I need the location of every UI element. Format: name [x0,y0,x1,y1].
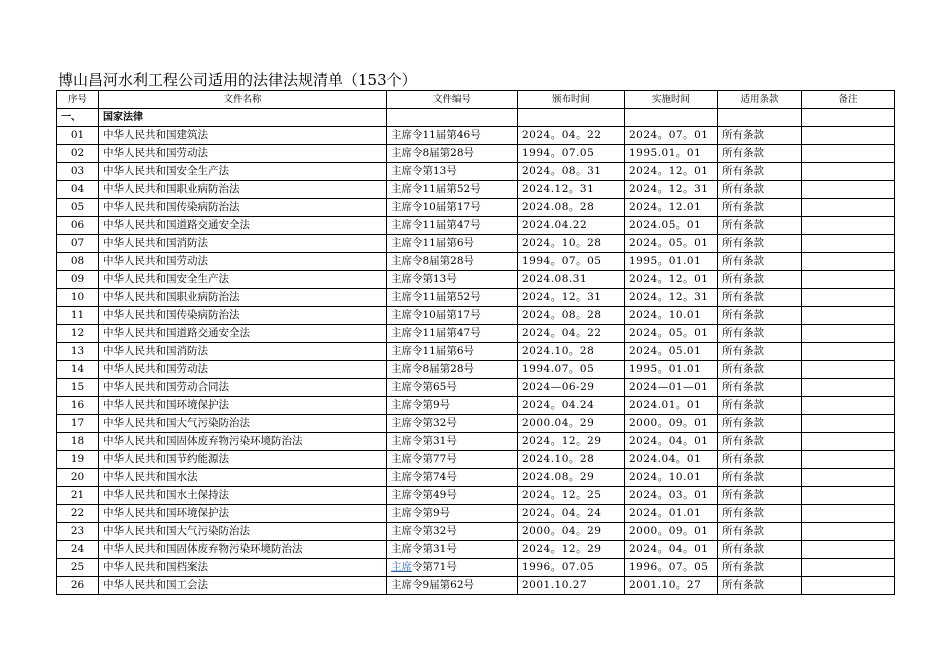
issued-date: 2024。04。24 [518,505,625,523]
document-name: 中华人民共和国大气污染防治法 [99,523,387,541]
row-number: 06 [57,217,99,235]
effective-date: 1995.01。01 [625,145,718,163]
issued-date: 2024。12。29 [518,433,625,451]
effective-date: 2024。12。31 [625,289,718,307]
effective-date: 2024。12。01 [625,271,718,289]
table-row [57,217,895,235]
table-row [57,523,895,541]
header-name: 文件名称 [99,91,387,109]
row-number: 14 [57,361,99,379]
document-code-link[interactable]: 主席 [391,561,412,573]
effective-date: 2024。04。01 [625,541,718,559]
remark [802,487,895,505]
table-row [57,271,895,289]
document-name: 中华人民共和国档案法 [99,559,387,577]
applicable-clause: 所有条款 [718,577,802,595]
issued-date: 2024.12。31 [518,181,625,199]
remark [802,289,895,307]
table-row [57,577,895,595]
row-number: 20 [57,469,99,487]
document-code: 主席令第49号 [387,487,518,505]
document-name: 中华人民共和国环境保护法 [99,505,387,523]
document-code: 主席令第13号 [387,271,518,289]
applicable-clause: 所有条款 [718,181,802,199]
effective-date: 1995。01.01 [625,253,718,271]
effective-date: 2024。05.01 [625,343,718,361]
document-name: 中华人民共和国大气污染防治法 [99,415,387,433]
remark [802,271,895,289]
document-code [387,559,518,577]
remark [802,523,895,541]
document-code: 主席令10届第17号 [387,199,518,217]
document-name: 中华人民共和国道路交通安全法 [99,217,387,235]
applicable-clause: 所有条款 [718,145,802,163]
header-note: 备注 [802,91,895,109]
remark [802,577,895,595]
table-header-row [57,91,895,109]
document-code-rest: 令第71号 [412,561,457,573]
remark [802,235,895,253]
issued-date: 2024.08.31 [518,271,625,289]
section-row [57,109,895,127]
row-number: 03 [57,163,99,181]
document-code: 主席令8届第28号 [387,361,518,379]
applicable-clause: 所有条款 [718,559,802,577]
section-cell [625,109,718,127]
issued-date: 2024。04。22 [518,325,625,343]
issued-date: 2000.04。29 [518,415,625,433]
document-code: 主席令10届第17号 [387,307,518,325]
row-number: 16 [57,397,99,415]
table-row [57,361,895,379]
remark [802,181,895,199]
document-code: 主席令第31号 [387,433,518,451]
applicable-clause: 所有条款 [718,253,802,271]
document-code: 主席令第9号 [387,397,518,415]
row-number: 22 [57,505,99,523]
issued-date: 2024.08。29 [518,469,625,487]
remark [802,559,895,577]
effective-date: 2024。05。01 [625,235,718,253]
table-row [57,379,895,397]
remark [802,505,895,523]
applicable-clause: 所有条款 [718,325,802,343]
issued-date: 2024—06-29 [518,379,625,397]
table-row [57,163,895,181]
document-name: 中华人民共和国固体废弃物污染环境防治法 [99,541,387,559]
table-row [57,145,895,163]
table-row [57,415,895,433]
applicable-clause: 所有条款 [718,397,802,415]
table-row [57,433,895,451]
applicable-clause: 所有条款 [718,289,802,307]
effective-date: 2000。09。01 [625,415,718,433]
document-name: 中华人民共和国水法 [99,469,387,487]
table-row [57,559,895,577]
document-name: 中华人民共和国劳动法 [99,253,387,271]
remark [802,415,895,433]
table-row [57,505,895,523]
remark [802,217,895,235]
table-row [57,451,895,469]
issued-date: 2024。12。31 [518,289,625,307]
row-number: 08 [57,253,99,271]
applicable-clause: 所有条款 [718,235,802,253]
issued-date: 2024。08。28 [518,307,625,325]
document-code: 主席令8届第28号 [387,145,518,163]
document-title: 博山昌河水利工程公司适用的法律法规清单（153个） [58,71,417,89]
document-code: 主席令第13号 [387,163,518,181]
effective-date: 2000。09。01 [625,523,718,541]
applicable-clause: 所有条款 [718,379,802,397]
issued-date: 2024。04。22 [518,127,625,145]
table-row [57,307,895,325]
table-row [57,181,895,199]
row-number: 26 [57,577,99,595]
document-name: 中华人民共和国传染病防治法 [99,199,387,217]
remark [802,307,895,325]
applicable-clause: 所有条款 [718,523,802,541]
issued-date: 1994。07.05 [518,145,625,163]
issued-date: 2024。08。31 [518,163,625,181]
document-name: 中华人民共和国传染病防治法 [99,307,387,325]
row-number: 18 [57,433,99,451]
issued-date: 2001.10.27 [518,577,625,595]
effective-date: 2024。04。01 [625,433,718,451]
document-code: 主席令8届第28号 [387,253,518,271]
table-row [57,253,895,271]
row-number: 04 [57,181,99,199]
row-number: 01 [57,127,99,145]
document-name: 中华人民共和国消防法 [99,235,387,253]
document-code: 主席令11届第52号 [387,181,518,199]
applicable-clause: 所有条款 [718,505,802,523]
document-code: 主席令第74号 [387,469,518,487]
applicable-clause: 所有条款 [718,307,802,325]
remark [802,325,895,343]
document-name: 中华人民共和国建筑法 [99,127,387,145]
document-code: 主席令11届第47号 [387,217,518,235]
header-clause: 适用条款 [718,91,802,109]
applicable-clause: 所有条款 [718,451,802,469]
row-number: 11 [57,307,99,325]
remark [802,163,895,181]
issued-date: 2024。12。25 [518,487,625,505]
document-code: 主席令11届第6号 [387,343,518,361]
document-name: 中华人民共和国节约能源法 [99,451,387,469]
issued-date: 2024.10。28 [518,451,625,469]
table-row [57,199,895,217]
section-number: 一、 [57,109,99,127]
row-number: 12 [57,325,99,343]
issued-date: 1994。07。05 [518,253,625,271]
applicable-clause: 所有条款 [718,343,802,361]
row-number: 21 [57,487,99,505]
remark [802,433,895,451]
document-code: 主席令第65号 [387,379,518,397]
document-code: 主席令第32号 [387,415,518,433]
table-row [57,235,895,253]
table-row [57,541,895,559]
remark [802,379,895,397]
row-number: 25 [57,559,99,577]
regulations-table [56,90,895,595]
section-cell [518,109,625,127]
issued-date: 1994.07。05 [518,361,625,379]
table-row [57,469,895,487]
row-number: 13 [57,343,99,361]
document-code: 主席令11届第52号 [387,289,518,307]
issued-date: 2024.08。28 [518,199,625,217]
header-code: 文件编号 [387,91,518,109]
document-code: 主席令11届第47号 [387,325,518,343]
effective-date: 2024。07。01 [625,127,718,145]
remark [802,397,895,415]
document-name: 中华人民共和国劳动法 [99,361,387,379]
effective-date: 2024。12。01 [625,163,718,181]
table-row [57,487,895,505]
effective-date: 2024.05。01 [625,217,718,235]
effective-date: 2024。12。31 [625,181,718,199]
applicable-clause: 所有条款 [718,163,802,181]
applicable-clause: 所有条款 [718,541,802,559]
effective-date: 2024。05。01 [625,325,718,343]
document-name: 中华人民共和国安全生产法 [99,163,387,181]
document-name: 中华人民共和国劳动法 [99,145,387,163]
remark [802,541,895,559]
remark [802,451,895,469]
applicable-clause: 所有条款 [718,433,802,451]
remark [802,145,895,163]
row-number: 07 [57,235,99,253]
effective-date: 1995。01.01 [625,361,718,379]
effective-date: 2024。01.01 [625,505,718,523]
header-effective: 实施时间 [625,91,718,109]
document-name: 中华人民共和国安全生产法 [99,271,387,289]
row-number: 23 [57,523,99,541]
remark [802,253,895,271]
applicable-clause: 所有条款 [718,199,802,217]
effective-date: 2024。10.01 [625,307,718,325]
effective-date: 2024。12.01 [625,199,718,217]
issued-date: 2000。04。29 [518,523,625,541]
row-number: 05 [57,199,99,217]
remark [802,469,895,487]
effective-date: 2024—01—01 [625,379,718,397]
row-number: 09 [57,271,99,289]
applicable-clause: 所有条款 [718,361,802,379]
effective-date: 1996。07。05 [625,559,718,577]
table-row [57,397,895,415]
section-cell [802,109,895,127]
applicable-clause: 所有条款 [718,487,802,505]
issued-date: 1996。07.05 [518,559,625,577]
document-code: 主席令第9号 [387,505,518,523]
issued-date: 2024.10。28 [518,343,625,361]
table-row [57,325,895,343]
document-code: 主席令第77号 [387,451,518,469]
effective-date: 2024。03。01 [625,487,718,505]
document-name: 中华人民共和国工会法 [99,577,387,595]
document-name: 中华人民共和国职业病防治法 [99,289,387,307]
table-row [57,343,895,361]
row-number: 10 [57,289,99,307]
section-cell [718,109,802,127]
table-row [57,127,895,145]
document-name: 中华人民共和国固体废弃物污染环境防治法 [99,433,387,451]
document-name: 中华人民共和国消防法 [99,343,387,361]
remark [802,361,895,379]
document-code: 主席令9届第62号 [387,577,518,595]
table-row [57,289,895,307]
document-code: 主席令11届第46号 [387,127,518,145]
issued-date: 2024。04.24 [518,397,625,415]
document-name: 中华人民共和国职业病防治法 [99,181,387,199]
document-code: 主席令第31号 [387,541,518,559]
issued-date: 2024.04.22 [518,217,625,235]
row-number: 24 [57,541,99,559]
effective-date: 2024。10.01 [625,469,718,487]
issued-date: 2024。12。29 [518,541,625,559]
remark [802,343,895,361]
applicable-clause: 所有条款 [718,415,802,433]
applicable-clause: 所有条款 [718,127,802,145]
effective-date: 2024.01。01 [625,397,718,415]
section-cell [387,109,518,127]
effective-date: 2024.04。01 [625,451,718,469]
remark [802,127,895,145]
document-name: 中华人民共和国道路交通安全法 [99,325,387,343]
issued-date: 2024。10。28 [518,235,625,253]
header-issued: 颁布时间 [518,91,625,109]
row-number: 02 [57,145,99,163]
applicable-clause: 所有条款 [718,217,802,235]
row-number: 19 [57,451,99,469]
effective-date: 2001.10。27 [625,577,718,595]
remark [802,199,895,217]
document-code: 主席令11届第6号 [387,235,518,253]
applicable-clause: 所有条款 [718,271,802,289]
section-name: 国家法律 [99,109,387,127]
document-code: 主席令第32号 [387,523,518,541]
document-name: 中华人民共和国水土保持法 [99,487,387,505]
row-number: 15 [57,379,99,397]
row-number: 17 [57,415,99,433]
applicable-clause: 所有条款 [718,469,802,487]
header-no: 序号 [57,91,99,109]
document-name: 中华人民共和国劳动合同法 [99,379,387,397]
document-name: 中华人民共和国环境保护法 [99,397,387,415]
